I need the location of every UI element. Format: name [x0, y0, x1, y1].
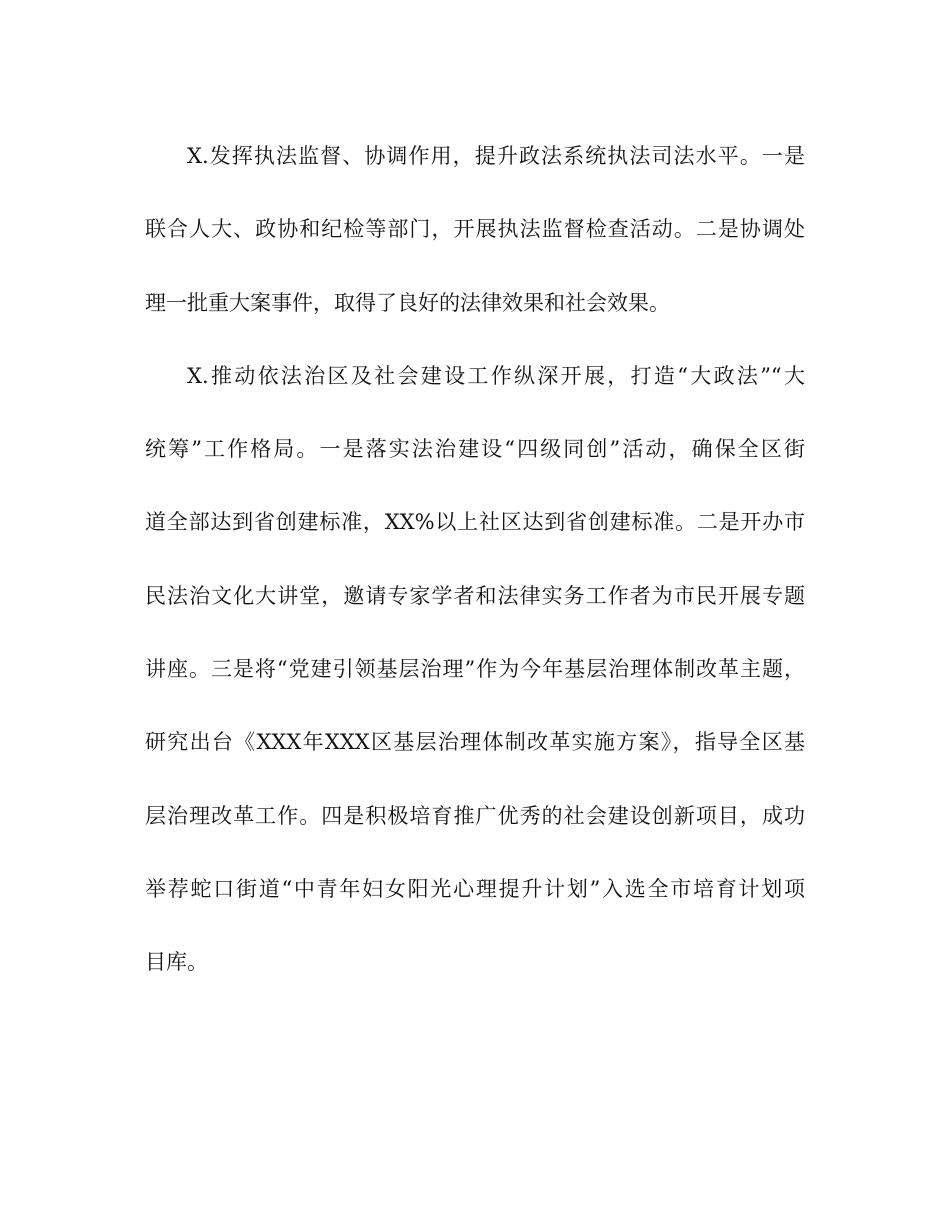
paragraph-line: 统筹”工作格局。一是落实法治建设“四级同创”活动，确保全区街 — [145, 437, 805, 462]
document-body — [145, 120, 805, 1000]
paragraph-line: X.推动依法治区及社会建设工作纵深开展，打造“大政法”“大 — [187, 363, 805, 388]
paragraph-line: 道全部达到省创建标准，XX%以上社区达到省创建标准。二是开办市 — [145, 510, 805, 535]
paragraph-line: 理一批重大案事件，取得了良好的法律效果和社会效果。 — [145, 290, 670, 315]
paragraph-line: 民法治文化大讲堂，邀请专家学者和法律实务工作者为市民开展专题 — [145, 583, 805, 608]
paragraph-line: 讲座。三是将“党建引领基层治理”作为今年基层治理体制改革主题， — [145, 657, 805, 682]
paragraph-line: 目库。 — [145, 950, 208, 975]
paragraph-line: 举荐蛇口街道“中青年妇女阳光心理提升计划”入选全市培育计划项 — [145, 876, 805, 901]
paragraph-line: 层治理改革工作。四是积极培育推广优秀的社会建设创新项目，成功 — [145, 803, 805, 828]
paragraph-1 — [145, 120, 805, 340]
paragraph-line: 研究出台《XXX年XXX区基层治理体制改革实施方案》，指导全区基 — [145, 730, 805, 755]
paragraph-2 — [145, 340, 805, 1000]
paragraph-line: X.发挥执法监督、协调作用，提升政法系统执法司法水平。一是 — [187, 144, 805, 168]
paragraph-line: 联合人大、政协和纪检等部门，开展执法监督检查活动。二是协调处 — [145, 217, 805, 242]
